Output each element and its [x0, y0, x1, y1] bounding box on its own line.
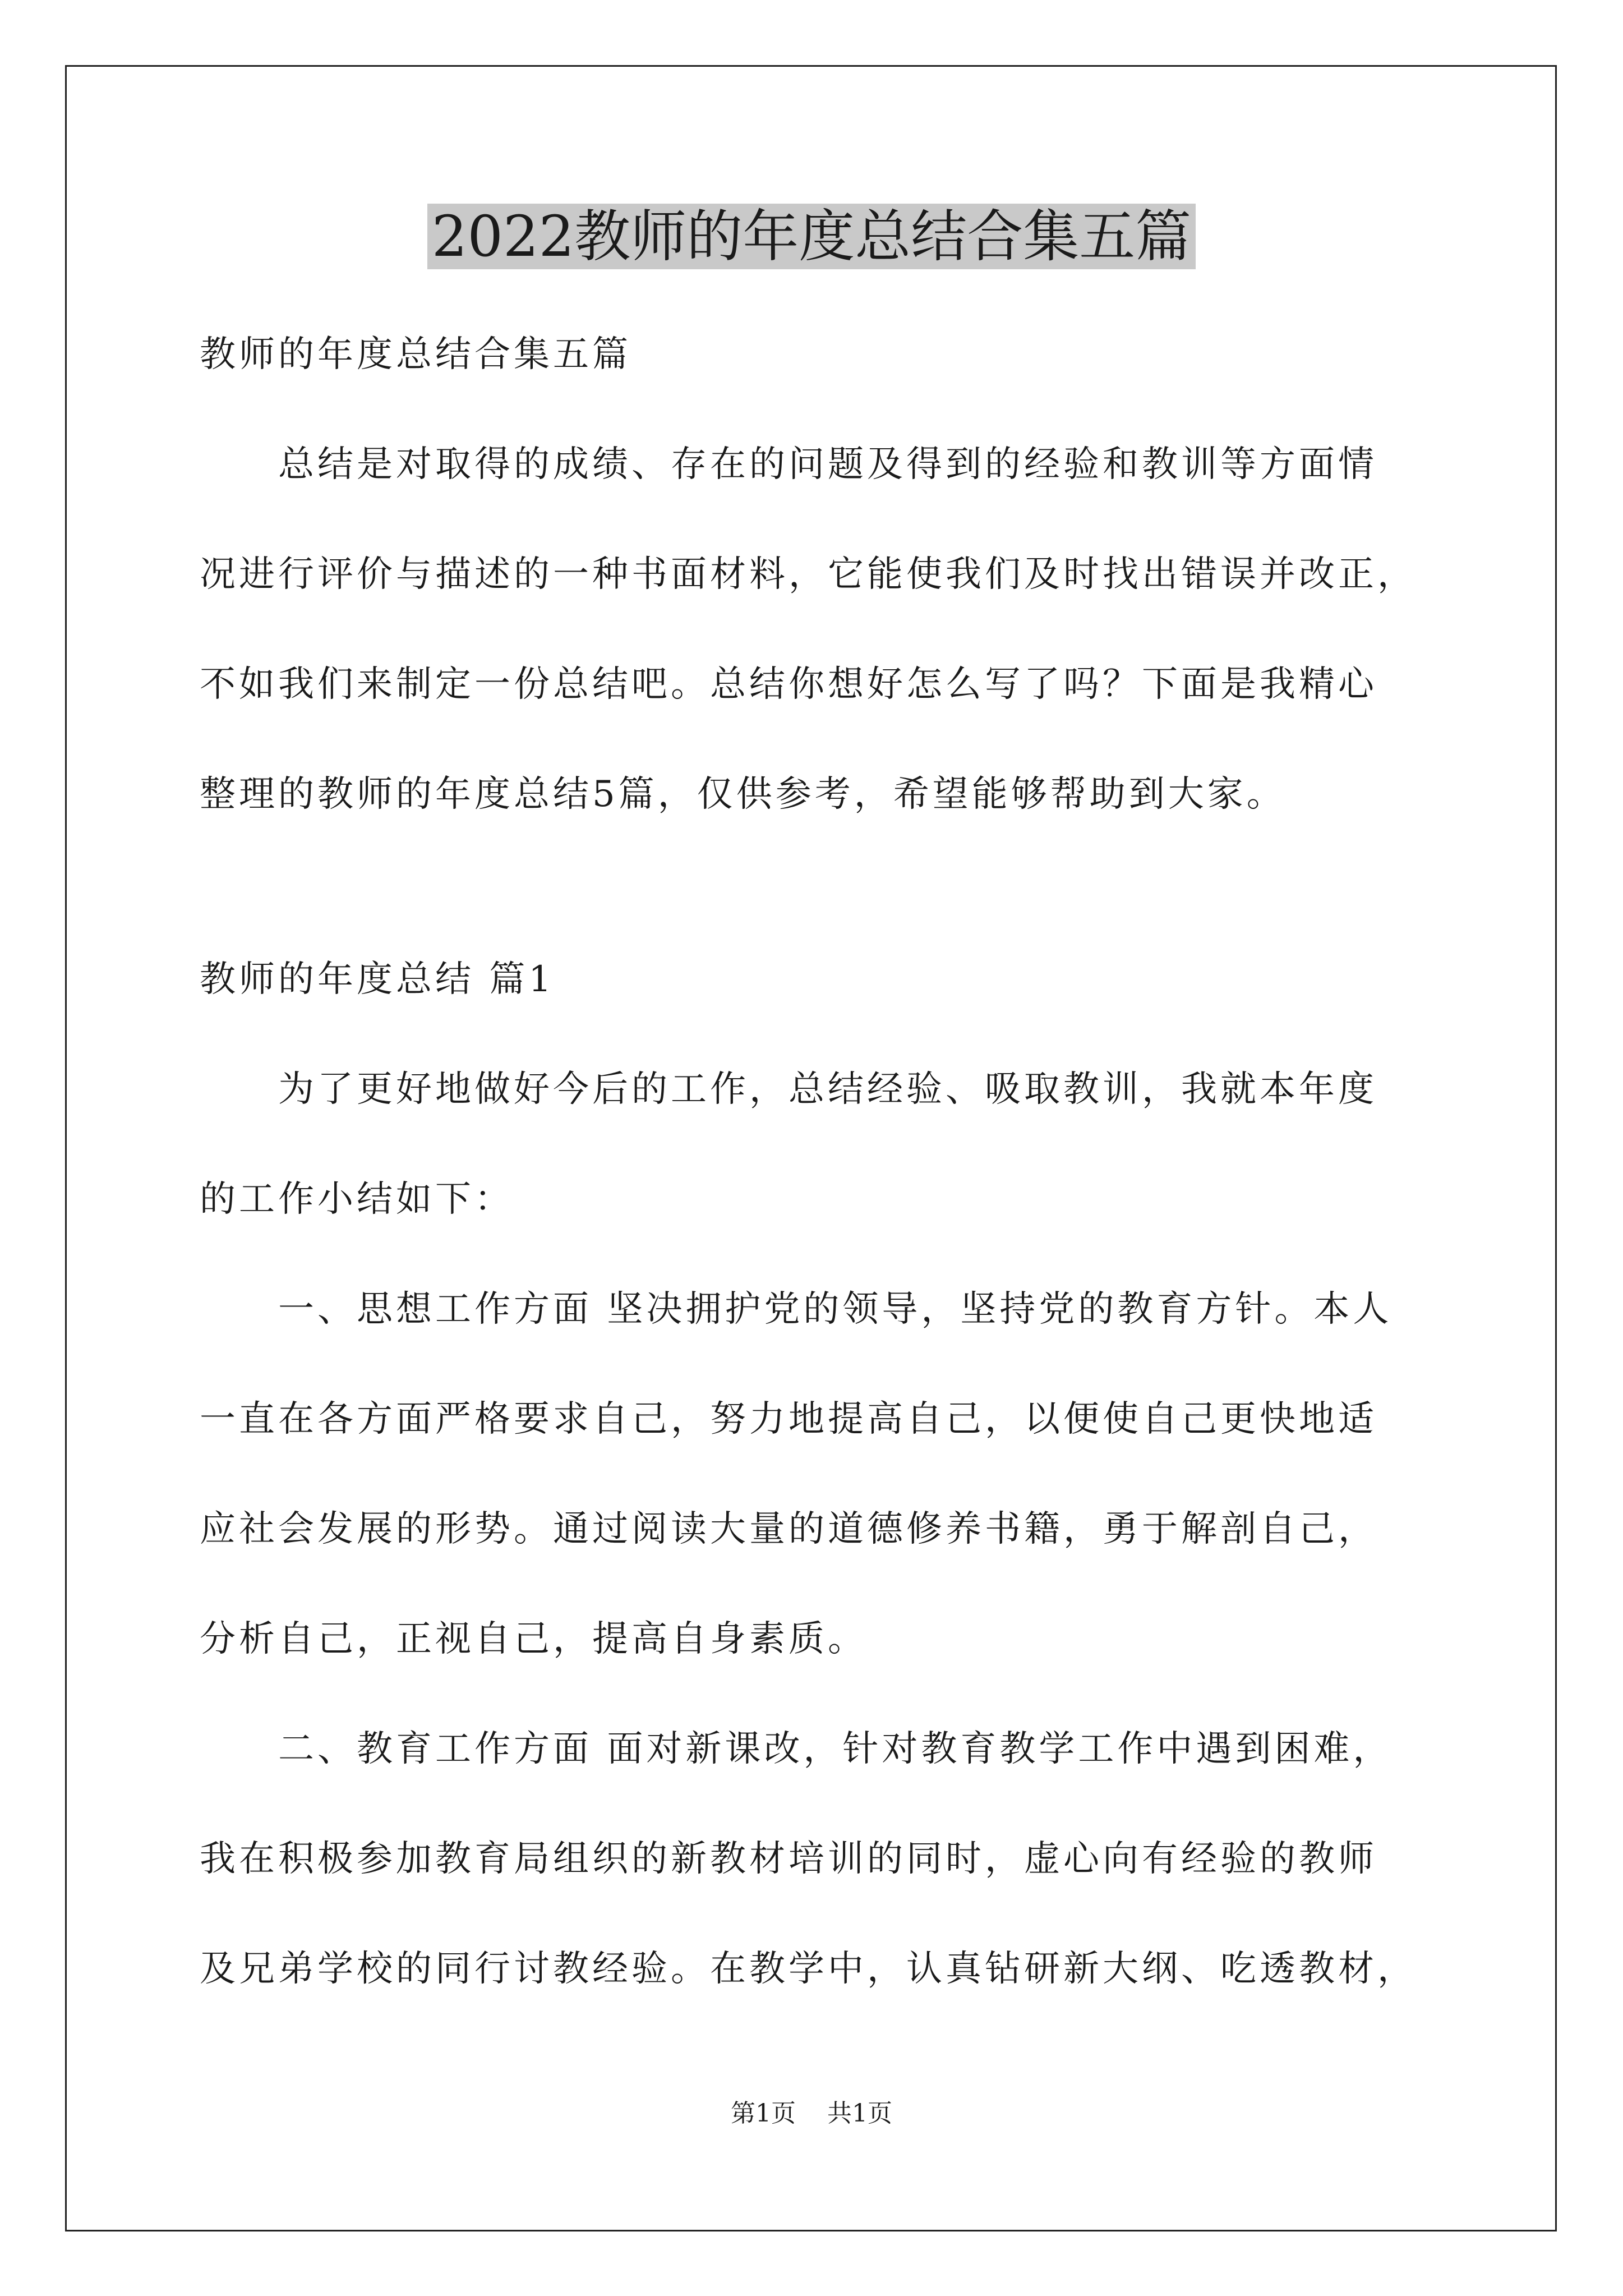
page-number-current: 第1页 [731, 2099, 796, 2128]
body-line: 及兄弟学校的同行讨教经验。在教学中，认真钻研新大纲、吃透教材， [200, 1948, 1417, 1990]
body-line: 一、思想工作方面 坚决拥护党的领导，坚持党的教育方针。本人 [278, 1289, 1393, 1330]
intro-line: 不如我们来制定一份总结吧。总结你想好怎么写了吗？下面是我精心 [200, 664, 1377, 705]
intro-line: 整理的教师的年度总结5篇，仅供参考，希望能够帮助到大家。 [200, 774, 1286, 815]
page-number-total: 共1页 [827, 2099, 892, 2128]
body-line: 的工作小结如下： [200, 1179, 514, 1220]
body-line: 二、教育工作方面 面对新课改，针对教育教学工作中遇到困难， [278, 1728, 1393, 1770]
body-line: 为了更好地做好今后的工作，总结经验、吸取教训，我就本年度 [278, 1069, 1377, 1110]
page-footer [0, 2097, 1623, 2131]
document-subtitle: 教师的年度总结合集五篇 [200, 334, 631, 375]
body-line: 应社会发展的形势。通过阅读大量的道德修养书籍，勇于解剖自己， [200, 1508, 1377, 1550]
body-line: 我在积极参加教育局组织的新教材培训的同时，虚心向有经验的教师 [200, 1838, 1377, 1880]
page-border [65, 65, 1557, 2231]
body-line: 分析自己，正视自己，提高自身素质。 [200, 1618, 867, 1660]
section-heading: 教师的年度总结 篇1 [200, 959, 555, 1000]
intro-line: 总结是对取得的成绩、存在的问题及得到的经验和教训等方面情 [278, 444, 1377, 485]
document-title-text: 2022教师的年度总结合集五篇 [427, 204, 1196, 269]
body-line: 一直在各方面严格要求自己，努力地提高自己，以便使自己更快地适 [200, 1398, 1377, 1440]
document-title [0, 197, 1623, 276]
intro-line: 况进行评价与描述的一种书面材料，它能使我们及时找出错误并改正， [200, 554, 1417, 595]
